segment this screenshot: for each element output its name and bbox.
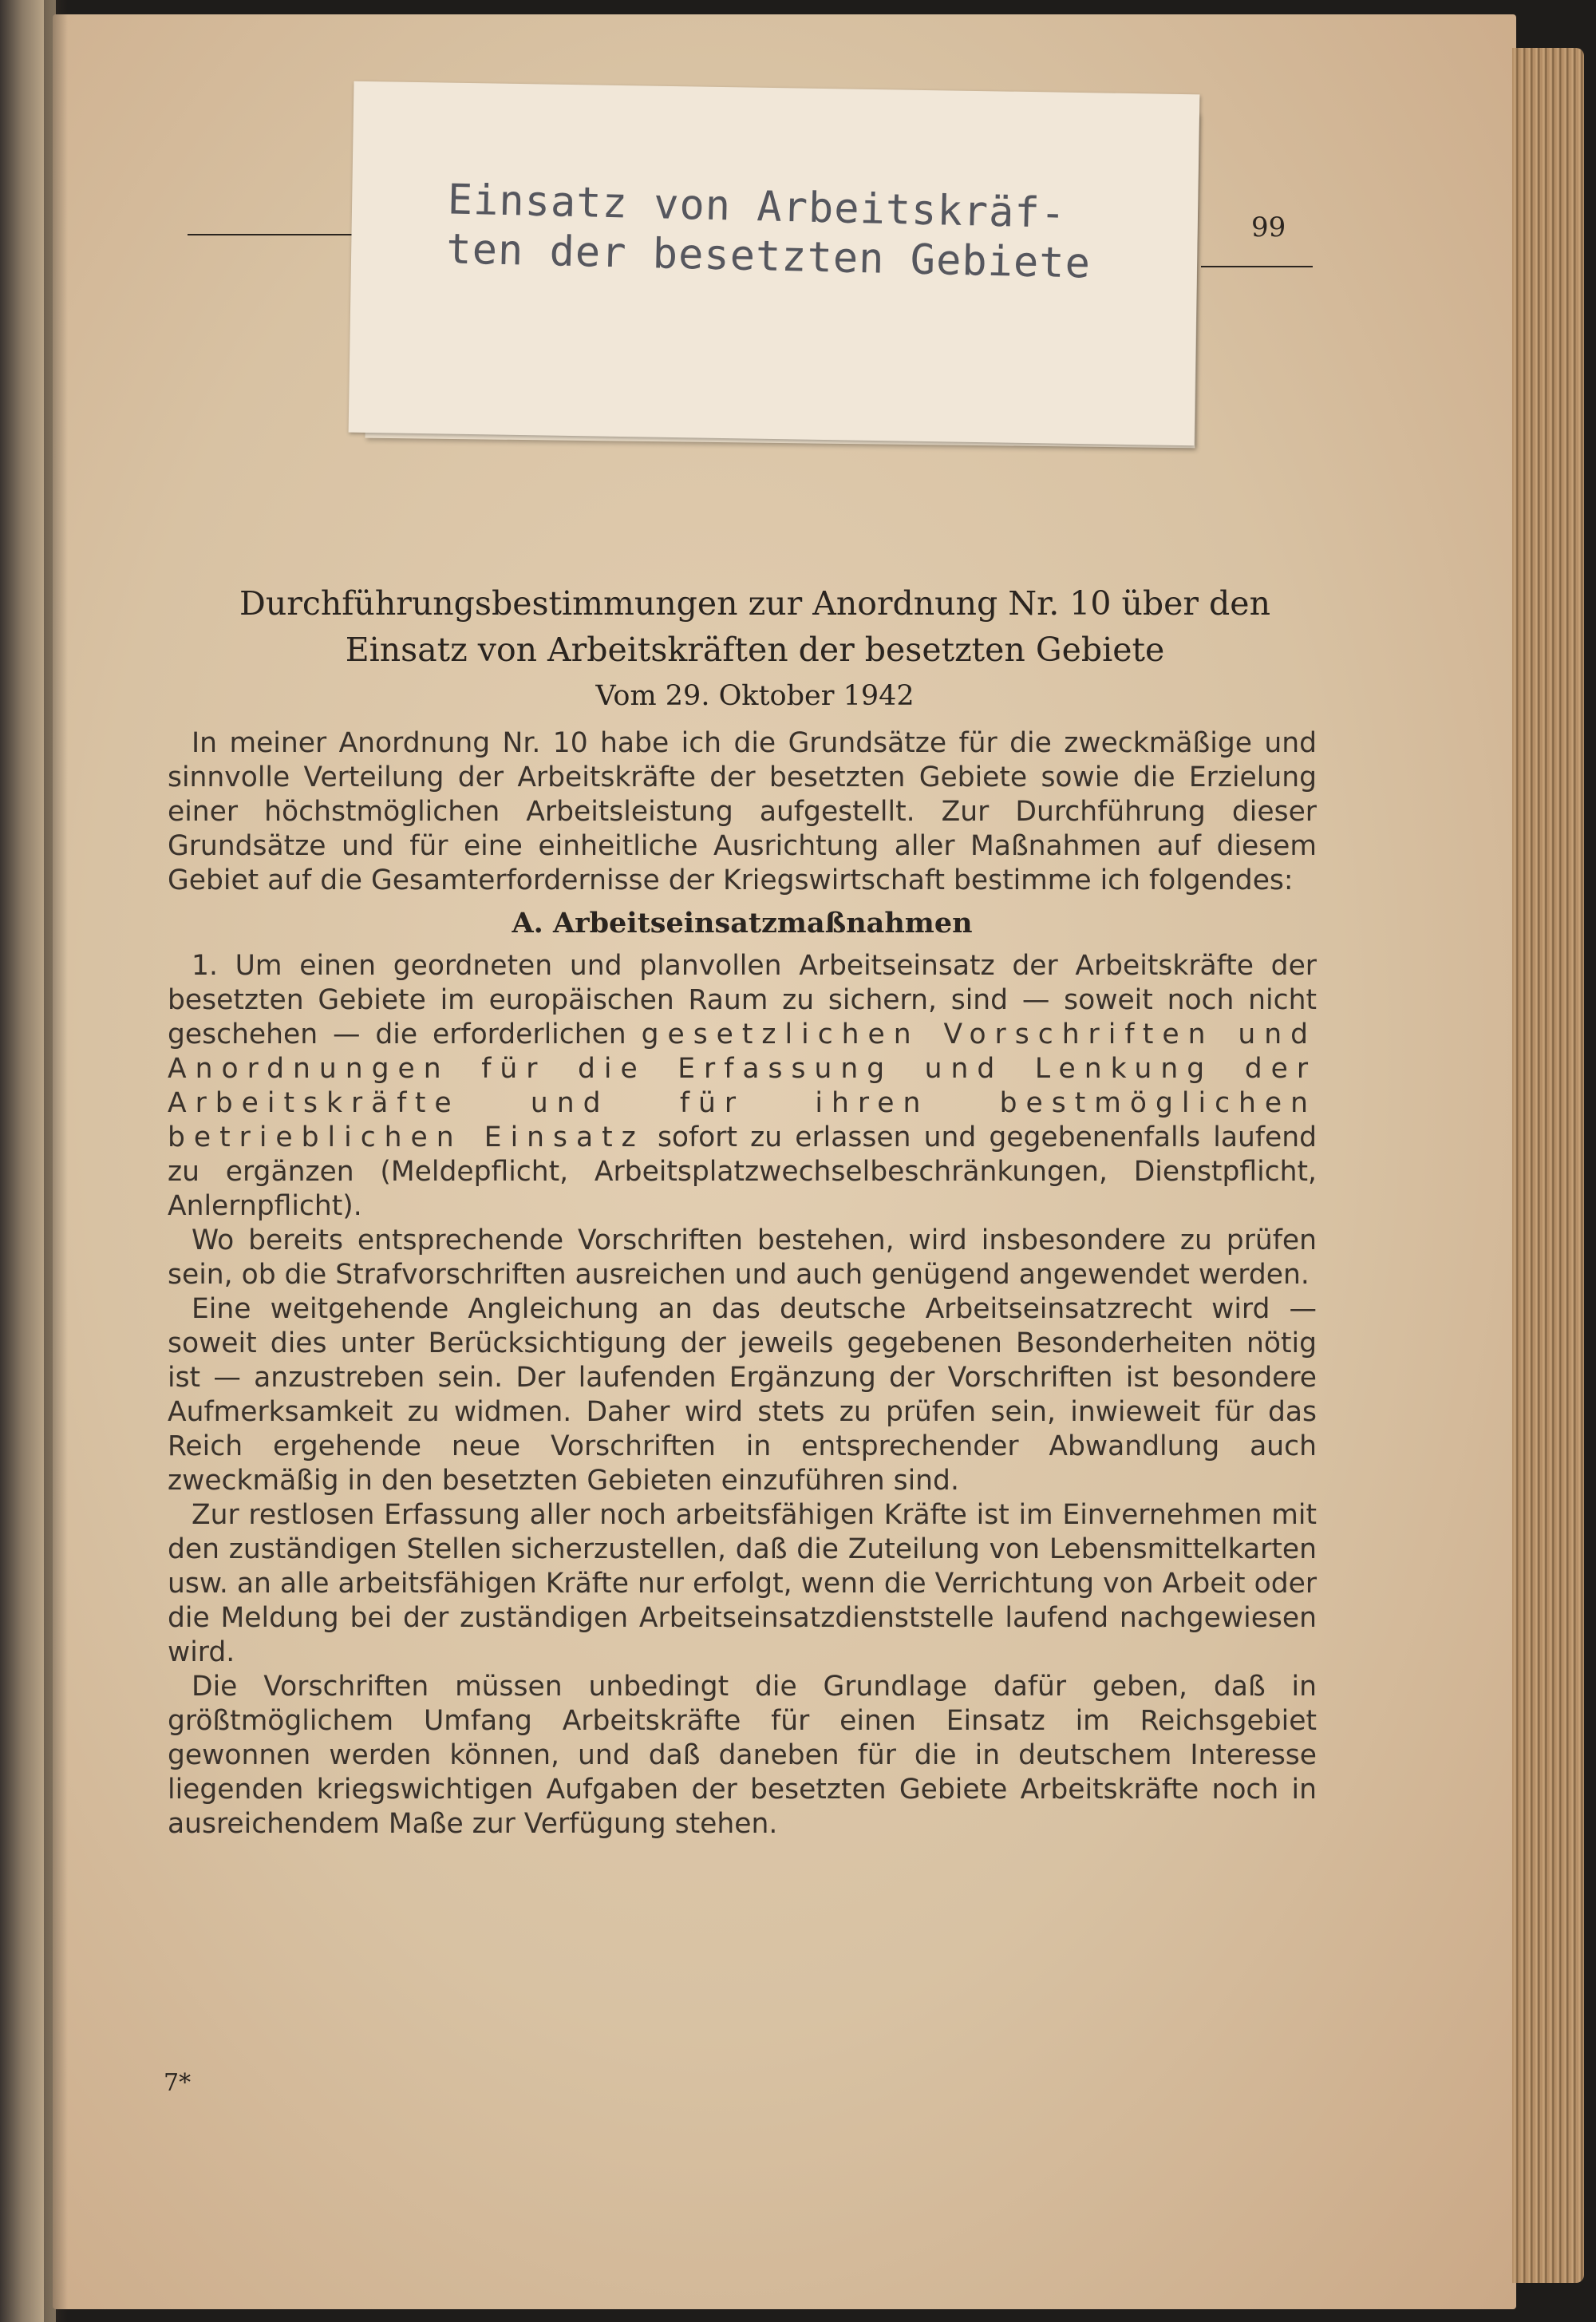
section-heading: A. Arbeitseinsatzmaßnahmen [512,907,973,939]
paragraph-2: Wo bereits entsprechende Vorschriften bestehen, wird insbesondere zu prüfen sein, ob die Strafvorschriften ausreichen und auch genügend angewendet werden. [168,1224,1317,1291]
header-rule-left [188,234,371,235]
document-body [168,726,1317,1841]
slip-line-1: Einsatz von Arbeitskräf- [447,176,1067,238]
page-number: 99 [1251,212,1286,243]
title-line-1: Durchführungsbestimmungen zur Anordnung Nr. 10 über den [239,584,1270,623]
intro-paragraph: In meiner Anordnung Nr. 10 habe ich die Grundsätze für die zweckmäßige und sinnvolle Verteilung der Arbeitskräfte der besetzten Gebiete sowie die Erzielung einer höchstmöglichen Arbeitsleistung aufgestellt. Zur Durchführung dieser Grundsätze und für eine einheitliche Ausrichtung aller Maßnahmen auf diesem Gebiet auf die Gesamterfordernisse der Kriegswirtschaft bestimme ich folgendes: [168,727,1317,896]
sheet-signature-mark: 7* [164,2069,192,2097]
paragraph-1-part-1: 1. Um einen geordneten und planvollen Arbeitseinsatz der Arbeitskräfte der besetzten Gebiete im europäischen Raum zu sichern, sind — soweit noch nicht geschehen — die erforderlichen [168,950,1317,1050]
paragraph-1-spaced-emphasis: gesetzlichen Vorschriften und Anordnungen für die Erfassung und Lenkung der Arbeitskräfte und für ihren bestmöglichen betrieblichen Einsatz [168,1019,1317,1153]
paragraph-5: Die Vorschriften müssen unbedingt die Grundlage dafür geben, daß in größtmöglichem Umfang Arbeitskräfte für einen Einsatz im Reichsgebiet gewonnen werden können, und daß daneben für die in deutschem Interesse liegenden kriegswichtigen Aufgaben der besetzten Gebiete Arbeitskräfte noch in ausreichendem Maße zur Verfügung stehen. [168,1671,1317,1840]
header-rule-right [1201,266,1313,267]
book-gutter-shadow [44,0,68,2322]
slip-typewritten-text [446,175,1199,291]
paragraph-1-part-2: sofort zu erlassen und gegebenenfalls laufend zu ergänzen (Meldepflicht, Arbeitsplatzwechselbeschränkungen, Dienstpflicht, Anlernpflicht). [168,1121,1317,1222]
page-stack-edges [1512,48,1584,2283]
paragraph-4: Zur restlosen Erfassung aller noch arbeitsfähigen Kräfte ist im Einvernehmen mit den zuständigen Stellen sicherzustellen, daß die Zuteilung von Lebensmittelkarten usw. an alle arbeitsfähigen Kräfte nur erfolgt, wenn die Verrichtung von Arbeit oder die Meldung bei der zuständigen Arbeitseinsatzdienststelle laufend nachgewiesen wird. [168,1499,1317,1668]
document-date: Vom 29. Oktober 1942 [595,680,915,712]
paragraph-1 [168,949,1317,1224]
document-title [188,580,1321,673]
paragraph-3: Eine weitgehende Angleichung an das deutsche Arbeitseinsatzrecht wird — soweit dies unter Berücksichtigung der jeweils gegebenen Besonderheiten nötig ist — anzustreben sein. Der laufenden Ergänzung der Vorschriften ist besondere Aufmerksamkeit zu widmen. Daher wird stets zu prüfen sein, inwieweit für das Reich ergehende neue Vorschriften in entsprechender Abwandlung auch zweckmäßig in den besetzten Gebieten einzuführen sind. [168,1293,1317,1497]
slip-line-2: ten der besetzten Gebiete [445,225,1092,288]
title-line-2: Einsatz von Arbeitskräften der besetzten Gebiete [345,631,1165,669]
